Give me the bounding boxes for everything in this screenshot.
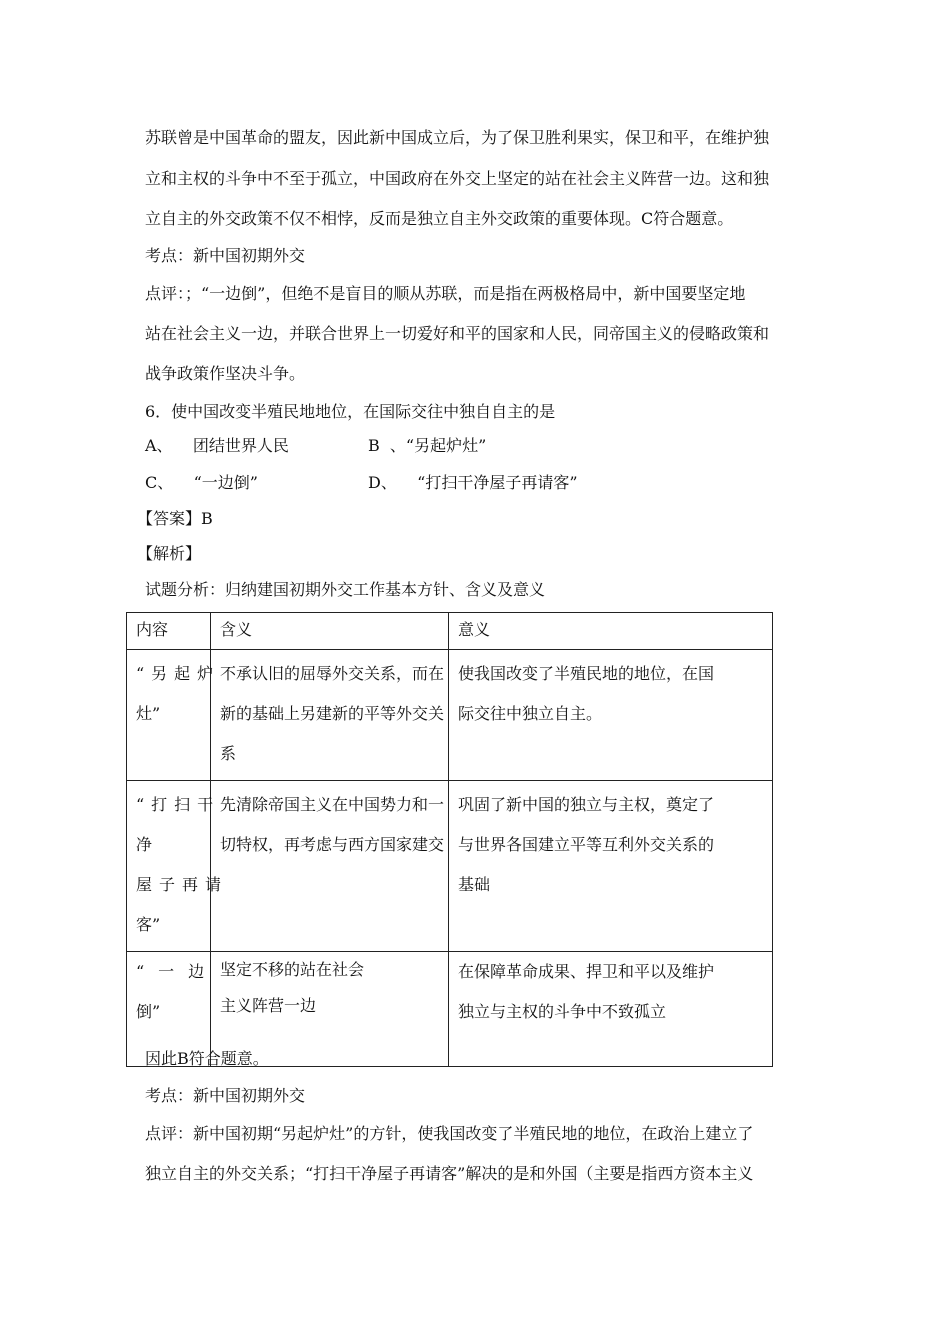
dianping-1-line-3: 战争政策作坚决斗争。 <box>145 364 306 383</box>
table-header-row <box>127 613 773 650</box>
dianping-2-line-2: 独立自主的外交关系；“打扫干净屋子再请客”解决的是和外国（主要是指西方资本主义 <box>145 1164 754 1183</box>
cell-line: 在保障革命成果、捍卫和平以及维护 <box>458 962 715 981</box>
option-a: A、 团结世界人民 <box>145 436 289 455</box>
header-content: 内容 <box>127 613 211 650</box>
cell-line: 屋子再请 <box>136 875 229 894</box>
cell-line: 际交往中独立自主。 <box>458 704 603 723</box>
cell-line: 坚定不移的站在社会 <box>220 960 365 979</box>
cell-line: 巩固了新中国的独立与主权，奠定了 <box>458 795 715 814</box>
option-b: B 、“另起炉灶” <box>368 436 487 455</box>
table-row <box>127 650 773 781</box>
question-stem: 6．使中国改变半殖民地地位，在国际交往中独自自主的是 <box>145 402 556 421</box>
policy-table <box>126 612 773 1067</box>
cell-line: 倒” <box>136 1002 161 1021</box>
kaodian-1: 考点：新中国初期外交 <box>145 246 306 265</box>
conclusion: 因此B符合题意。 <box>145 1049 269 1068</box>
row-content-cell <box>127 650 221 781</box>
row-significance-cell <box>449 650 773 781</box>
header-significance: 意义 <box>449 613 773 650</box>
kaodian-2: 考点：新中国初期外交 <box>145 1086 306 1105</box>
row-meaning-cell <box>211 781 449 952</box>
dianping-1-line-1: 点评：；“一边倒”，但绝不是盲目的顺从苏联，而是指在两极格局中，新中国要坚定地 <box>145 284 746 303</box>
row-significance-cell <box>449 952 773 1067</box>
cell-line: 不承认旧的屈辱外交关系，而在 <box>220 664 445 683</box>
intro-line-3: 立自主的外交政策不仅不相悖，反而是独立自主外交政策的重要体现。C符合题意。 <box>145 209 734 228</box>
analysis-intro: 试题分析：归纳建国初期外交工作基本方针、含义及意义 <box>145 580 546 599</box>
intro-line-1: 苏联曾是中国革命的盟友，因此新中国成立后，为了保卫胜利果实，保卫和平，在维护独 <box>145 128 770 147</box>
cell-line: “一边 <box>136 962 219 981</box>
option-d: D、 “打扫干净屋子再请客” <box>368 473 578 492</box>
option-c: C、 “一边倒” <box>145 473 258 492</box>
header-meaning: 含义 <box>211 613 449 650</box>
row-significance-cell <box>449 781 773 952</box>
cell-line: “打扫干 <box>136 795 221 814</box>
intro-line-2: 立和主权的斗争中不至于孤立，中国政府在外交上坚定的站在社会主义阵营一边。这和独 <box>145 169 770 188</box>
cell-line: 独立与主权的斗争中不致孤立 <box>458 1002 667 1021</box>
dianping-1-line-2: 站在社会主义一边，并联合世界上一切爱好和平的国家和人民，同帝国主义的侵略政策和 <box>145 324 770 343</box>
cell-line: 与世界各国建立平等互利外交关系的 <box>458 835 715 854</box>
row-content-cell <box>127 781 229 952</box>
cell-line: 新的基础上另建新的平等外交关 <box>220 704 445 723</box>
analysis-label: 【解析】 <box>137 544 202 563</box>
cell-line: 系 <box>220 744 237 763</box>
cell-line: 切特权，再考虑与西方国家建交 <box>220 835 445 854</box>
cell-line: 使我国改变了半殖民地的地位，在国 <box>458 664 715 683</box>
cell-line: 先清除帝国主义在中国势力和一 <box>220 795 445 814</box>
dianping-2-line-1: 点评：新中国初期“另起炉灶”的方针，使我国改变了半殖民地的地位，在政治上建立了 <box>145 1124 754 1143</box>
cell-line: 灶” <box>136 704 161 723</box>
cell-line: 净 <box>136 835 153 854</box>
cell-line: 客” <box>136 915 161 934</box>
cell-line: “另起炉 <box>136 664 221 683</box>
answer-label: 【答案】B <box>137 509 213 528</box>
row-meaning-cell <box>211 650 449 781</box>
table-row <box>127 781 773 952</box>
cell-line: 主义阵营一边 <box>220 996 317 1015</box>
cell-line: 基础 <box>458 875 491 894</box>
